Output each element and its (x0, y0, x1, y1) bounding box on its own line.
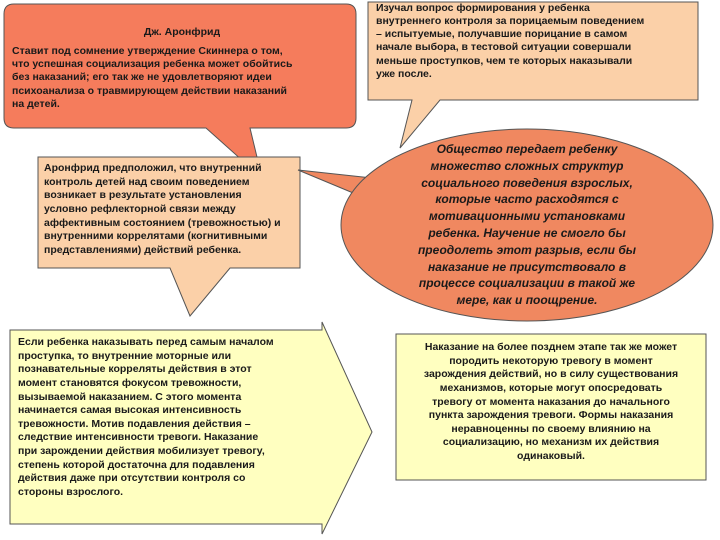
right-box-line: пункта зарождения тревоги. Формы наказания (428, 409, 674, 422)
ellipse-line: наказание не присутствовало в (428, 259, 626, 274)
right-box-line: породить некоторую тревогу в момент (449, 354, 653, 367)
middle-left-callout-line: аффективным состоянием (тревожностью) и (44, 216, 281, 229)
top-left-callout-line: психоанализа о травмирующем действии наказаний (12, 84, 288, 97)
middle-left-callout-line: внутренними коррелятами (когнитивными (44, 230, 268, 243)
middle-left-callout-line: возникает в результате установления (44, 189, 242, 202)
top-left-callout-line: на детей. (12, 97, 60, 110)
top-left-callout-line: без наказаний; его так же не удовлетворяют идеи (12, 71, 272, 84)
top-left-callout-line: Ставит под сомнение утверждение Скиннера о том, (12, 45, 283, 58)
top-right-callout-line: уже после. (376, 67, 432, 80)
arrow-box-line: степень которой достаточна для подавления (18, 458, 255, 471)
top-right-callout-line: внутреннего контроля за порицаемым поведением (376, 15, 645, 28)
arrow-box-line: вызываемой наказанием. С этого момента (18, 390, 242, 403)
arrow-box-line: познавательные корреляты действия в этот (18, 363, 252, 376)
right-box-line: неравноценны по своему влиянию на (451, 422, 651, 435)
right-box-text (398, 341, 704, 464)
right-box-line: социализацию, но механизм их действия (442, 436, 660, 449)
top-right-callout-line: – испытуемые, получавшие порицание в самом (376, 28, 628, 41)
ellipse-line: процессе социализации в такой же (418, 276, 636, 291)
ellipse-line: мере, как и поощрение. (456, 293, 598, 308)
ellipse-line: ребенка. Научение не смогло бы (428, 225, 626, 240)
arrow-box-line: действия даже при отсутствии контроля со (18, 472, 246, 485)
middle-left-callout (44, 162, 300, 257)
top-left-callout-line: что успешная социализация ребенка может обойтись (12, 58, 293, 71)
top-right-callout-line: Изучал вопрос формирования у ребенка (376, 2, 590, 14)
ellipse-line: которые часто расходятся с (435, 192, 619, 207)
top-left-callout (12, 26, 352, 111)
arrow-box-line: начинается самая высокая интенсивность (18, 404, 242, 417)
arrow-box-line: момент становятся фокусом тревожности, (18, 376, 242, 389)
arrow-box-text (18, 336, 322, 500)
top-right-callout (376, 2, 696, 81)
top-right-callout-line: меньше проступков, чем те которых наказывали (376, 54, 633, 67)
middle-left-callout-line: Аронфрид предположил, что внутренний (44, 162, 262, 174)
ellipse-line: Общество передает ребенку (436, 142, 618, 156)
arrow-box-line: тревожности. Мотив подавления действия – (18, 417, 251, 430)
middle-left-callout-line: представлениями) действий ребенка. (44, 243, 242, 256)
ellipse-text (370, 141, 684, 309)
ellipse-line: множество сложных структур (430, 158, 624, 173)
right-box-line: одинаковый. (517, 450, 585, 463)
right-box-line: зарождения действий, но в силу существования (423, 368, 679, 381)
arrow-box-line: проступка, то внутренние моторные или (18, 349, 232, 362)
right-box-line: Наказание на более позднем этапе так же может (424, 341, 678, 353)
ellipse-line: социального поведения взрослых, (421, 175, 633, 190)
middle-left-callout-line: условно рефлекторной связи между (44, 202, 236, 215)
right-box-line: механизмов, которые могут опосредовать (439, 381, 663, 394)
arrow-box-line: следствие интенсивности тревоги. Наказание (18, 431, 259, 444)
arrow-box-line: Если ребенка наказывать перед самым началом (18, 336, 274, 348)
ellipse-line: мотивационными установками (428, 209, 626, 224)
top-left-callout-title: Дж. Аронфрид (143, 26, 221, 38)
middle-left-callout-line: контроль детей над своим поведением (44, 175, 250, 188)
ellipse-line: преодолеть этот разрыв, если бы (417, 242, 637, 257)
arrow-box-line: стороны взрослого. (18, 486, 124, 499)
arrow-box-line: при зарождении действия мобилизует тревогу, (18, 445, 265, 458)
top-right-callout-line: начале выбора, в тестовой ситуации совершали (376, 41, 632, 54)
right-box-line: тревогу от момента наказания до начального (432, 395, 670, 408)
